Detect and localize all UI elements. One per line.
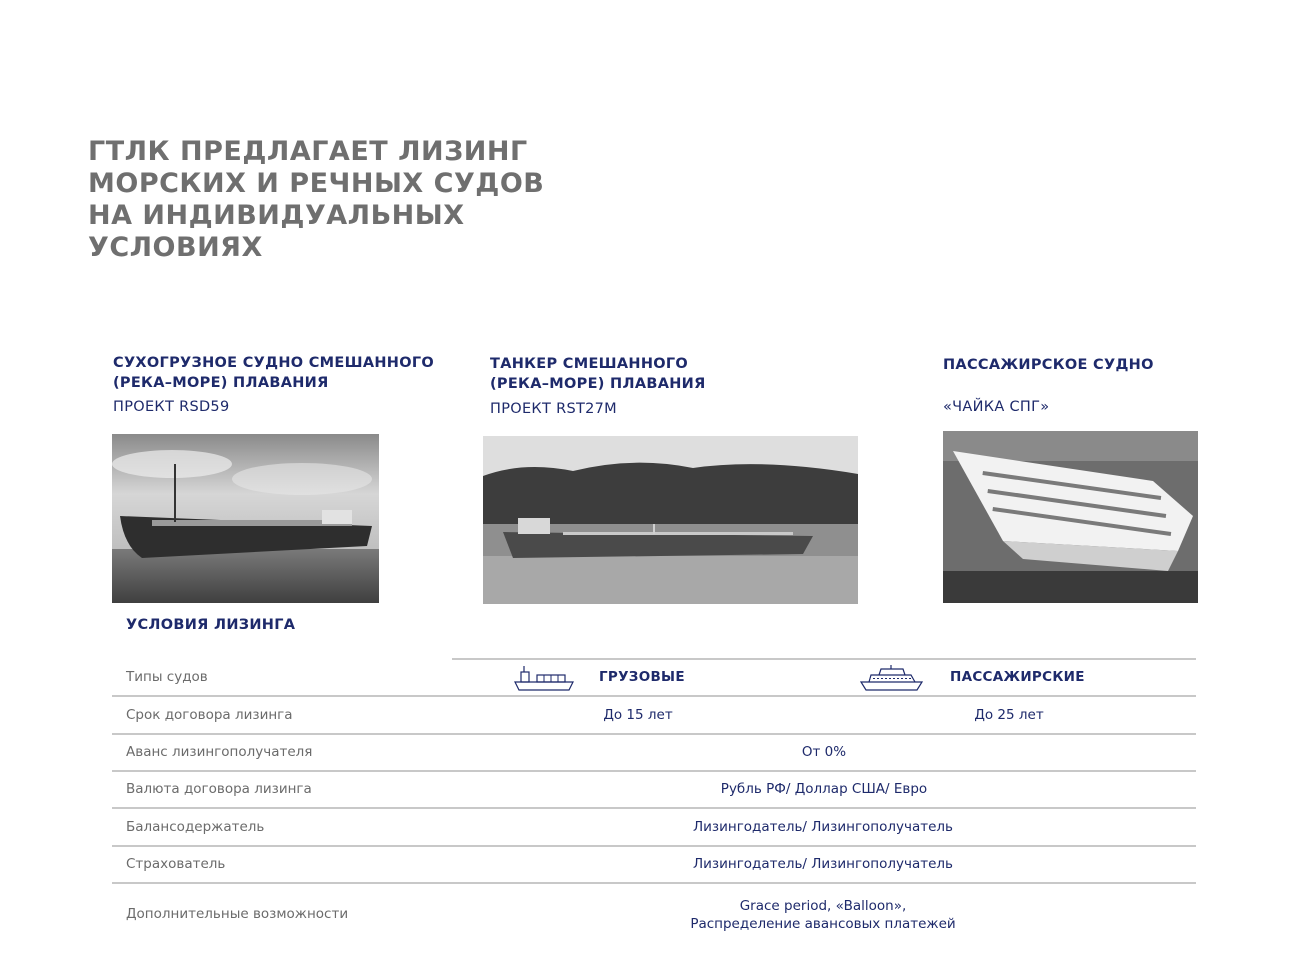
ship-title-passenger [943, 355, 1154, 375]
row-label-advance: Аванс лизингополучателя [126, 744, 313, 760]
table-divider [112, 882, 1196, 884]
table-divider [452, 658, 1196, 660]
table-divider [112, 695, 1196, 697]
ship-title-line: ПАССАЖИРСКОЕ СУДНО [943, 357, 1154, 373]
term-cargo-value: До 15 лет [603, 707, 673, 723]
cargo-ship-icon [513, 663, 577, 697]
ship-title-dry-cargo [113, 353, 434, 393]
ship-title-line: (РЕКА–МОРЕ) ПЛАВАНИЯ [490, 376, 706, 392]
cargo-ships-label: ГРУЗОВЫЕ [599, 669, 685, 685]
ship-project-tanker: ПРОЕКТ RST27M [490, 401, 617, 417]
passenger-ship-icon [859, 664, 925, 696]
ship-project-dry-cargo: ПРОЕКТ RSD59 [113, 399, 230, 415]
table-divider [112, 845, 1196, 847]
row-label-ship-types: Типы судов [126, 669, 208, 685]
table-divider [112, 770, 1196, 772]
row-label-term: Срок договора лизинга [126, 707, 293, 723]
row-label-extras: Дополнительные возможности [126, 906, 349, 922]
title-line: НА ИНДИВИДУАЛЬНЫХ [88, 200, 465, 231]
term-passenger-value: До 25 лет [974, 707, 1044, 723]
extras-line: Распределение авансовых платежей [690, 916, 956, 932]
extras-value [690, 897, 955, 933]
extras-line: Grace period, «Balloon», [739, 898, 907, 914]
table-divider [112, 807, 1196, 809]
page-title [88, 136, 608, 264]
passenger-ship-photo [943, 431, 1198, 603]
row-label-balance-holder: Балансодержатель [126, 819, 265, 835]
insurer-value: Лизингодатель/ Лизингополучатель [692, 856, 954, 872]
table-divider [112, 733, 1196, 735]
ship-title-line: ТАНКЕР СМЕШАННОГО [490, 356, 689, 372]
leasing-conditions-title: УСЛОВИЯ ЛИЗИНГА [126, 617, 296, 633]
ship-title-line: (РЕКА–МОРЕ) ПЛАВАНИЯ [113, 375, 329, 391]
passenger-ships-label: ПАССАЖИРСКИЕ [950, 669, 1085, 685]
title-line: ГТЛК ПРЕДЛАГАЕТ ЛИЗИНГ [88, 136, 528, 167]
row-label-insurer: Страхователь [126, 856, 226, 872]
ship-title-line: СУХОГРУЗНОЕ СУДНО СМЕШАННОГО [113, 355, 435, 371]
row-label-currency: Валюта договора лизинга [126, 781, 312, 797]
title-line: УСЛОВИЯХ [88, 232, 263, 263]
ship-project-passenger: «ЧАЙКА СПГ» [943, 399, 1050, 415]
ship-title-tanker [490, 354, 706, 394]
title-line: МОРСКИХ И РЕЧНЫХ СУДОВ [88, 168, 545, 199]
currency-value: Рубль РФ/ Доллар США/ Евро [720, 781, 928, 797]
tanker-ship-photo [483, 436, 858, 604]
dry-cargo-ship-photo [112, 434, 379, 603]
balance-holder-value: Лизингодатель/ Лизингополучатель [692, 819, 954, 835]
advance-value: От 0% [801, 744, 847, 760]
